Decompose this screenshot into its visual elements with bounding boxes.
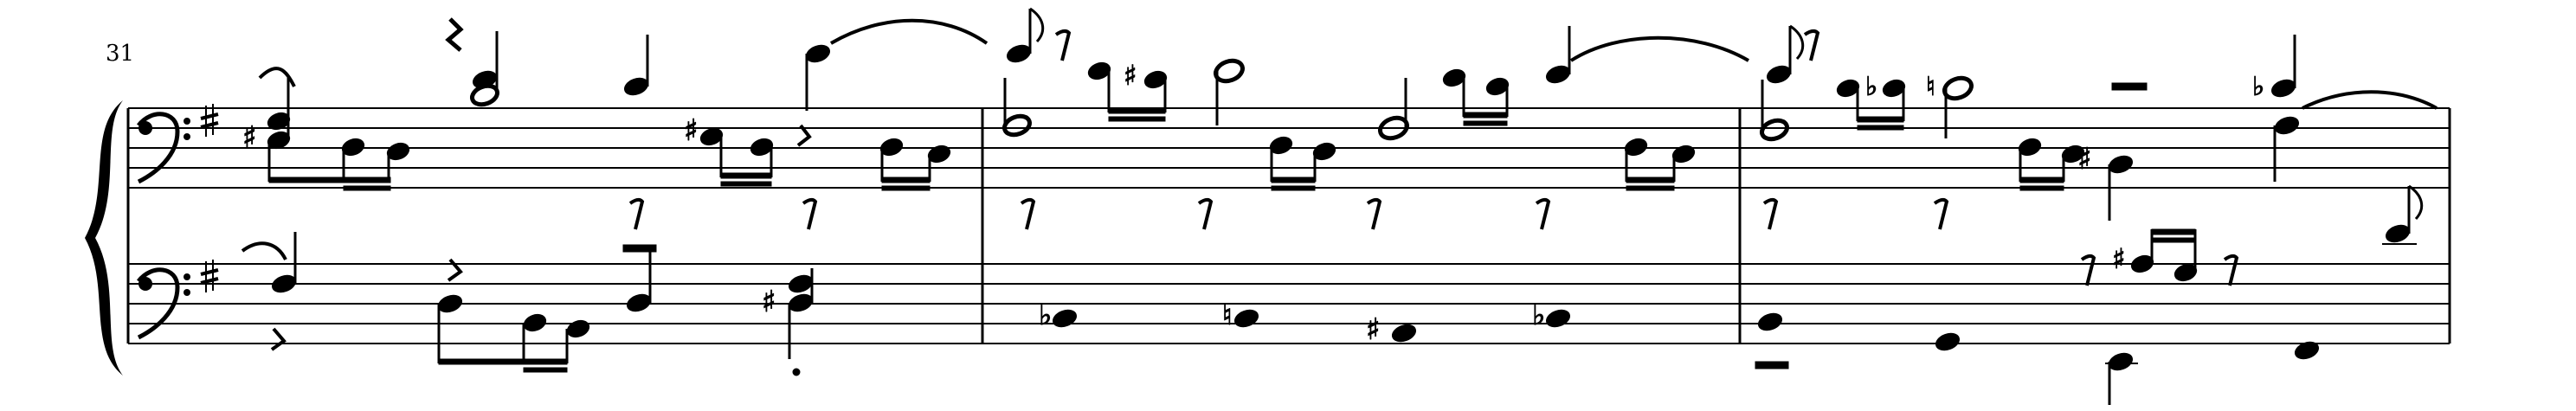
note-head [1759, 117, 1789, 142]
note-head [1233, 307, 1260, 330]
note-head [522, 311, 549, 334]
rest-icon [272, 329, 284, 350]
tie-icon [242, 243, 286, 260]
note-head [1005, 42, 1033, 65]
rest-icon [1021, 200, 1034, 229]
note-head [2293, 339, 2321, 362]
note-head [787, 292, 815, 314]
sharp-icon: ♯ [762, 285, 776, 319]
sharp-icon: ♯ [1366, 312, 1381, 347]
tie-icon [1571, 38, 1748, 61]
beam [344, 186, 390, 190]
note-head [2273, 114, 2301, 137]
rest-icon [1368, 200, 1380, 229]
lower-voice [242, 186, 2422, 405]
note-head [1756, 311, 1784, 333]
note-head [1390, 322, 1418, 344]
note-head [787, 273, 815, 295]
natural-icon: ♮ [1222, 299, 1233, 331]
note-head [2107, 153, 2135, 176]
rest-icon [623, 245, 656, 252]
lower-staff [128, 264, 2450, 344]
note-head [1001, 112, 1032, 138]
note-head [1544, 63, 1572, 86]
note-head [2384, 222, 2412, 245]
rest-icon [1536, 200, 1549, 229]
flat-icon: ♭ [1532, 299, 1546, 331]
flat-icon: ♭ [1039, 299, 1053, 331]
note-head [804, 42, 832, 65]
note-head [622, 75, 650, 98]
note-head [1765, 63, 1793, 86]
rest-icon [630, 200, 642, 229]
sharp-icon: ♯ [1124, 59, 1137, 92]
rest-icon [1764, 200, 1776, 229]
measure-32-upper [1001, 9, 1748, 229]
flat-icon: ♭ [1865, 72, 1878, 102]
sharp-icon: ♯ [242, 120, 257, 155]
tie-icon [831, 21, 987, 43]
rest-icon [2112, 83, 2147, 90]
sharp-icon: ♯ [2112, 242, 2126, 275]
grand-staff-brace [85, 100, 123, 376]
rest-icon [803, 200, 815, 229]
rest-icon [448, 260, 460, 280]
note-head [565, 318, 592, 340]
sharp-icon: ♯ [2077, 142, 2092, 177]
flat-icon: ♭ [2252, 72, 2265, 102]
note-head [2107, 350, 2135, 373]
rest-icon [1199, 200, 1211, 229]
note-head [436, 292, 464, 315]
tie-icon [2302, 92, 2437, 108]
note-head [2270, 77, 2297, 100]
note-head [1051, 307, 1079, 330]
measure-number: 31 [106, 41, 135, 67]
rest-icon [1805, 31, 1818, 61]
note-head [1544, 307, 1572, 330]
note-head [270, 273, 298, 295]
rest-icon [1056, 31, 1069, 61]
rest-icon [2225, 256, 2237, 286]
rest-icon [448, 19, 460, 50]
rest-icon [1935, 200, 1947, 229]
measure-31-upper [242, 19, 987, 229]
beam [269, 177, 390, 183]
note-head [1934, 331, 1961, 353]
sharp-icon: ♯ [684, 113, 699, 148]
natural-icon: ♮ [1926, 72, 1935, 102]
rest-icon [1755, 362, 1788, 369]
note-head [625, 292, 653, 314]
rest-icon [2082, 256, 2094, 286]
